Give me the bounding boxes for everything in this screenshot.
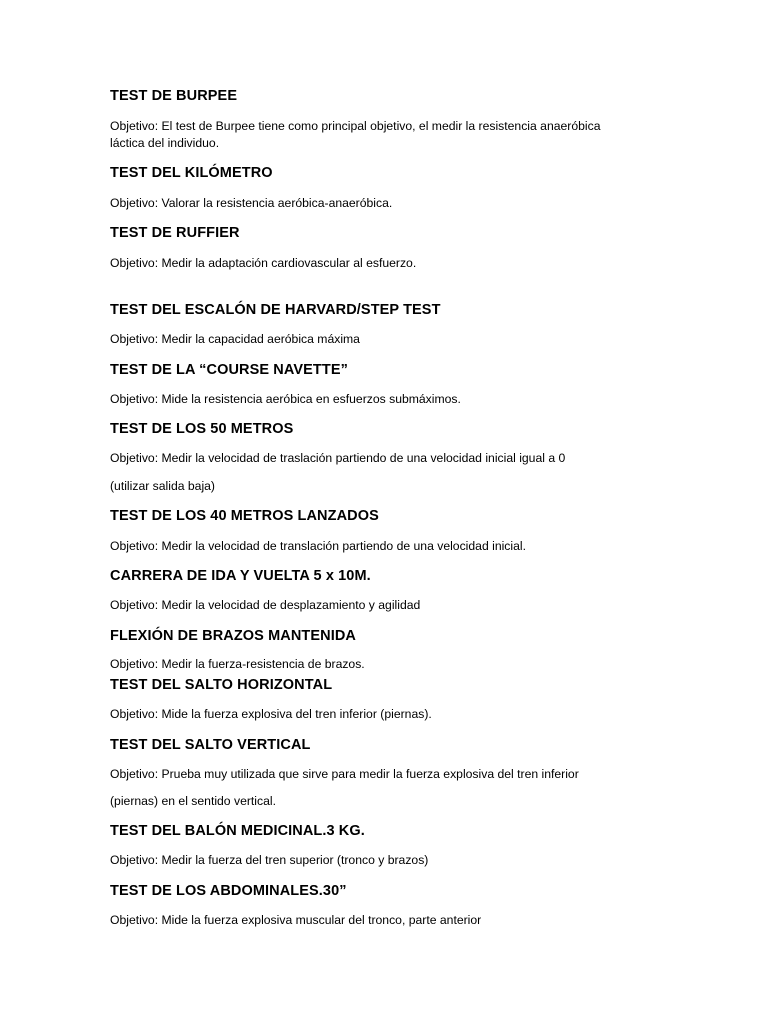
section-heading: TEST DEL ESCALÓN DE HARVARD/STEP TEST: [110, 302, 441, 318]
section-heading: TEST DEL SALTO VERTICAL: [110, 737, 311, 753]
section-heading: TEST DE LA “COURSE NAVETTE”: [110, 362, 348, 378]
section-text: Objetivo: Medir la velocidad de desplazamiento y agilidad: [110, 598, 421, 612]
section-heading: TEST DE LOS 40 METROS LANZADOS: [110, 508, 379, 524]
section-text: Objetivo: Mide la fuerza explosiva del tren inferior (piernas).: [110, 707, 432, 721]
section-heading: TEST DEL KILÓMETRO: [110, 165, 273, 181]
section-text: Objetivo: Mide la fuerza explosiva muscular del tronco, parte anterior: [110, 913, 482, 927]
section-text: Objetivo: Prueba muy utilizada que sirve para medir la fuerza explosiva del tren inferior: [110, 767, 579, 781]
section-text: Objetivo: Valorar la resistencia aeróbica-anaeróbica.: [110, 196, 393, 210]
section-heading: FLEXIÓN DE BRAZOS MANTENIDA: [110, 628, 356, 644]
section-heading: TEST DE RUFFIER: [110, 225, 240, 241]
section-heading: TEST DEL BALÓN MEDICINAL.3 KG.: [110, 823, 365, 839]
section-heading: TEST DEL SALTO HORIZONTAL: [110, 677, 333, 693]
section-text: láctica del individuo.: [110, 136, 220, 150]
section-text: Objetivo: Medir la velocidad de translación partiendo de una velocidad inicial.: [110, 539, 526, 553]
section-text: Objetivo: Medir la velocidad de traslación partiendo de una velocidad inicial igual a 0: [110, 451, 566, 465]
section-text: Objetivo: Medir la capacidad aeróbica máxima: [110, 332, 360, 346]
section-text: (piernas) en el sentido vertical.: [110, 794, 276, 808]
section-heading: TEST DE LOS ABDOMINALES.30”: [110, 883, 347, 899]
section-text: Objetivo: Mide la resistencia aeróbica en esfuerzos submáximos.: [110, 392, 461, 406]
section-text: Objetivo: Medir la fuerza-resistencia de brazos.: [110, 657, 365, 671]
section-heading: TEST DE BURPEE: [110, 88, 238, 104]
section-text: Objetivo: Medir la adaptación cardiovascular al esfuerzo.: [110, 256, 417, 270]
section-text: Objetivo: El test de Burpee tiene como principal objetivo, el medir la resistencia anaeróbica: [110, 119, 601, 133]
section-heading: CARRERA DE IDA Y VUELTA 5 x 10M.: [110, 568, 371, 584]
section-text: (utilizar salida baja): [110, 479, 215, 493]
section-text: Objetivo: Medir la fuerza del tren superior (tronco y brazos): [110, 853, 429, 867]
section-heading: TEST DE LOS 50 METROS: [110, 421, 294, 437]
